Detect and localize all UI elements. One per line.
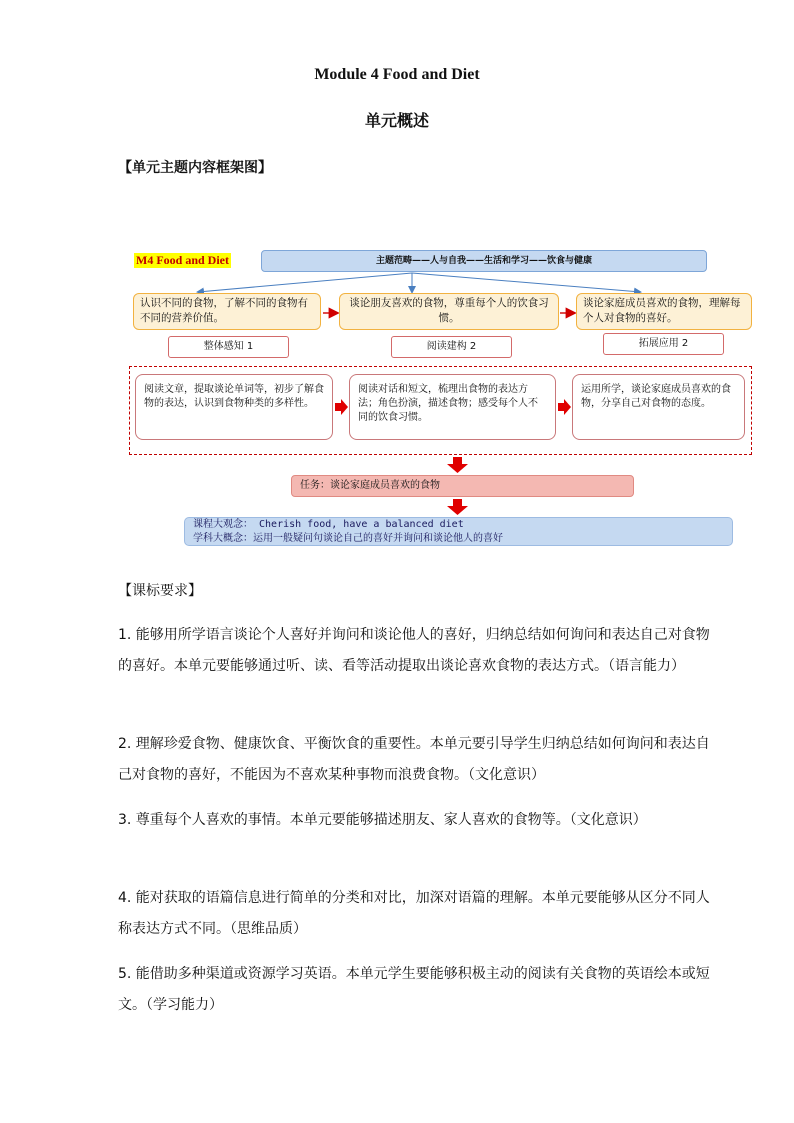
activity-box-1: 阅读文章，提取谈论单词等，初步了解食物的表达，认识到食物种类的多样性。 — [135, 374, 333, 440]
big-ideas-box — [184, 517, 733, 546]
framework-section-heading: 【单元主题内容框架图】 — [118, 160, 272, 176]
task-bar: 任务：谈论家庭成员喜欢的食物 — [291, 475, 634, 497]
activity-box-2: 阅读对话和短文，梳理出食物的表达方法；角色扮演，描述食物；感受每个人不同的饮食习惯。 — [349, 374, 556, 440]
requirement-item-2: 2. 理解珍爱食物、健康饮食、平衡饮食的重要性。本单元要引导学生归纳总结如何询问和表达自己对食物的喜好，不能因为不喜欢某种事物而浪费食物。（文化意识） — [118, 736, 710, 783]
subject-big-idea: 学科大概念：运用一般疑问句谈论自己的喜好并询问和谈论他人的喜好 — [193, 533, 503, 544]
module-label: M4 Food and Diet — [136, 253, 229, 267]
goal-box-2: 谈论朋友喜欢的食物，尊重每个人的饮食习惯。 — [339, 293, 559, 330]
branch-arrow-left — [198, 273, 412, 292]
down-arrow-1 — [447, 457, 468, 473]
branch-arrow-right — [412, 273, 640, 292]
requirement-item-1: 1. 能够用所学语言谈论个人喜好并询问和谈论他人的喜好，归纳总结如何询问和表达自己对食物的喜好。本单元要能够通过听、读、看等活动提取出谈论喜欢食物的表达方式。（语言能力） — [118, 627, 710, 674]
stage-label-2: 阅读建构 2 — [391, 336, 512, 358]
activity-box-3: 运用所学，谈论家庭成员喜欢的食物，分享自己对食物的态度。 — [572, 374, 745, 440]
goal-box-3: 谈论家庭成员喜欢的食物，理解每个人对食物的喜好。 — [576, 293, 752, 330]
theme-bar: 主题范畴——人与自我——生活和学习——饮食与健康 — [261, 250, 707, 272]
requirements-heading: 【课标要求】 — [118, 583, 202, 599]
goal-box-1: 认识不同的食物，了解不同的食物有不同的营养价值。 — [133, 293, 321, 330]
requirement-item-5: 5. 能借助多种渠道或资源学习英语。本单元学生要能够积极主动的阅读有关食物的英语绘本或短文。（学习能力） — [118, 966, 710, 1013]
course-big-idea: 课程大观念： Cherish food, have a balanced diet — [193, 519, 464, 530]
requirement-item-4: 4. 能对获取的语篇信息进行简单的分类和对比，加深对语篇的理解。本单元要能够从区分不同人称表达方式不同。（思维品质） — [118, 890, 710, 937]
requirement-item-3: 3. 尊重每个人喜欢的事情。本单元要能够描述朋友、家人喜欢的食物等。（文化意识） — [118, 812, 647, 828]
stage-label-3: 拓展应用 2 — [603, 333, 724, 355]
document-title: Module 4 Food and Diet — [314, 66, 480, 83]
down-arrow-2 — [447, 499, 468, 515]
stage-label-1: 整体感知 1 — [168, 336, 289, 358]
document-subtitle: 单元概述 — [364, 111, 429, 130]
